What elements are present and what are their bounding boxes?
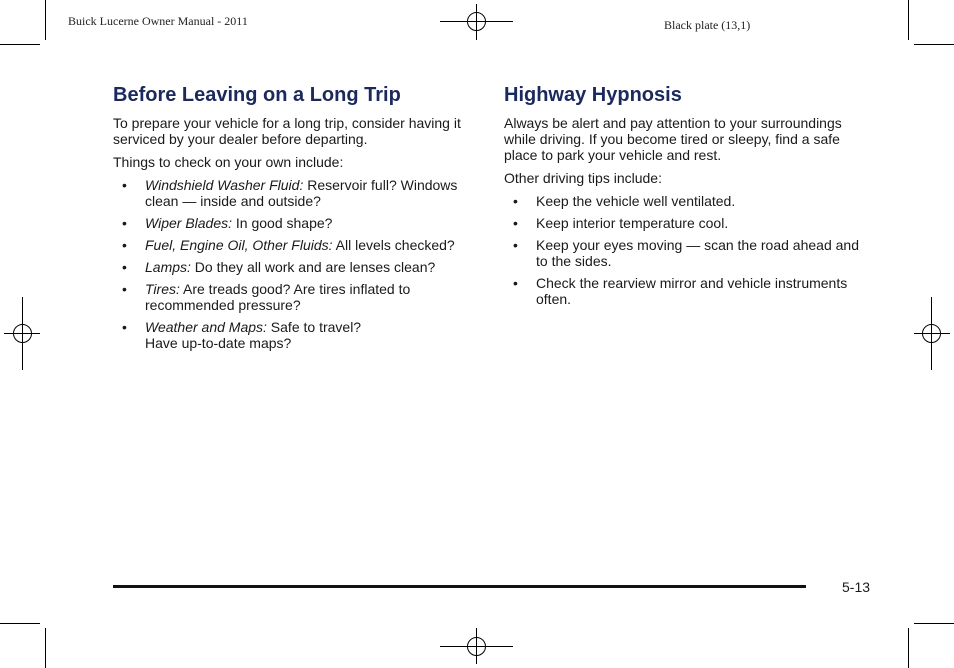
item-text: Safe to travel? <box>266 319 362 335</box>
list-item <box>504 237 874 269</box>
item-text: In good shape? <box>232 215 333 231</box>
bullet-icon: • <box>122 281 127 297</box>
bullet-icon: • <box>513 193 518 209</box>
checklist-intro: Things to check on your own include: <box>113 154 344 170</box>
item-label: Fuel, Engine Oil, Other Fluids: <box>145 237 333 253</box>
section-long-trip <box>113 83 483 357</box>
item-label: Tires: <box>145 281 180 297</box>
page-number: 5-13 <box>842 579 871 595</box>
item-text: Are treads good? Are tires inflated to recommended pressure? <box>145 281 411 313</box>
bullet-icon: • <box>122 177 127 193</box>
footer-rule <box>113 585 806 588</box>
list-item <box>113 281 483 313</box>
item-text: Check the rearview mirror and vehicle instruments often. <box>536 275 848 307</box>
list-item <box>113 215 483 231</box>
list-item <box>113 319 483 351</box>
item-label: Wiper Blades: <box>145 215 233 231</box>
intro-paragraph: Always be alert and pay attention to your surroundings while driving. If you become tired or sleepy, find a safe place to park your vehicle and rest. <box>504 115 842 163</box>
item-label: Lamps: <box>145 259 191 275</box>
item-text: Reservoir full? Windows clean — inside and outside? <box>145 177 458 209</box>
bullet-icon: • <box>513 275 518 291</box>
item-text: Keep your eyes moving — scan the road ahead and to the sides. <box>536 237 859 269</box>
checklist <box>113 177 483 351</box>
item-text: Do they all work and are lenses clean? <box>190 259 436 275</box>
list-item <box>113 259 483 275</box>
list-item <box>504 193 874 209</box>
item-text: Keep interior temperature cool. <box>536 215 729 231</box>
list-item <box>113 237 483 253</box>
section-highway-hypnosis <box>504 83 874 313</box>
bullet-icon: • <box>122 319 127 335</box>
list-item <box>504 215 874 231</box>
bullet-icon: • <box>122 215 127 231</box>
bullet-icon: • <box>122 259 127 275</box>
list-item <box>113 177 483 209</box>
item-label: Weather and Maps: <box>145 319 267 335</box>
section-title: Highway Hypnosis <box>504 84 682 106</box>
plate-label: Black plate (13,1) <box>664 18 751 32</box>
item-text: All levels checked? <box>332 237 455 253</box>
bullet-icon: • <box>122 237 127 253</box>
tips-list <box>504 193 874 307</box>
item-label: Windshield Washer Fluid: <box>145 177 304 193</box>
manual-title: Buick Lucerne Owner Manual - 2011 <box>68 14 248 28</box>
intro-paragraph: To prepare your vehicle for a long trip, consider having it serviced by your dealer before departing. <box>113 115 461 147</box>
section-title: Before Leaving on a Long Trip <box>113 84 401 106</box>
bullet-icon: • <box>513 215 518 231</box>
tips-intro: Other driving tips include: <box>504 170 662 186</box>
item-text: Keep the vehicle well ventilated. <box>536 193 736 209</box>
bullet-icon: • <box>513 237 518 253</box>
list-item <box>504 275 874 307</box>
item-text-line2: Have up-to-date maps? <box>145 335 292 351</box>
